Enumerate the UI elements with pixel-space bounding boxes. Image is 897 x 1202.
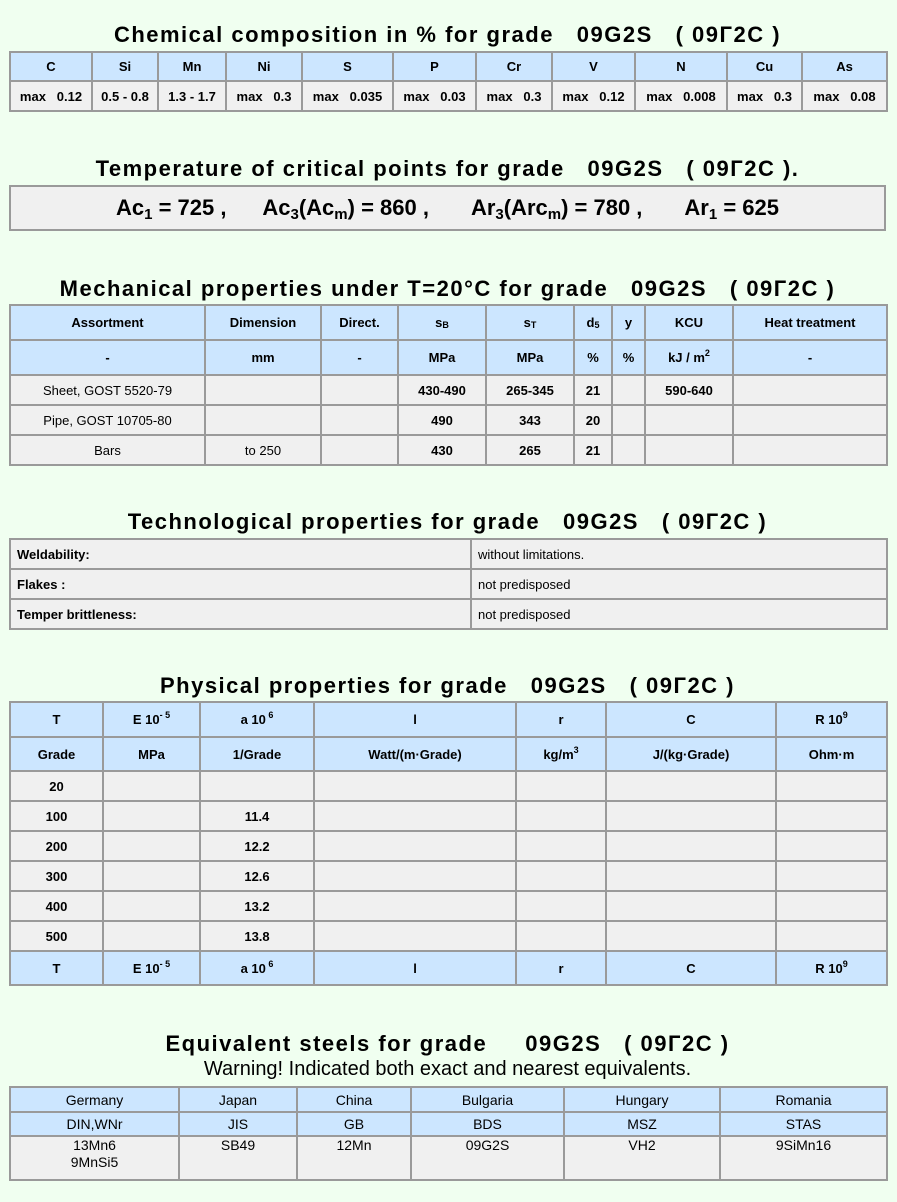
chemical-composition-title: Chemical composition in % for grade 09G2S ( 09Г2С )	[113, 22, 782, 47]
phys-header-row	[10, 702, 887, 737]
phys-cell	[103, 831, 200, 861]
mech-cell: 430	[398, 435, 486, 465]
mech-unit-cell: -	[321, 340, 398, 375]
phys-cell	[103, 801, 200, 831]
table-row	[10, 569, 887, 599]
technological-properties-table	[9, 538, 888, 630]
chem-header-cell: As	[802, 52, 887, 81]
phys-cell	[776, 771, 887, 801]
phys-cell	[314, 861, 516, 891]
phys-header-cell: C	[606, 702, 776, 737]
equiv-standard-cell: STAS	[720, 1112, 887, 1136]
phys-header-cell: T	[10, 702, 103, 737]
equivalent-steels-section	[9, 1031, 886, 1181]
table-row	[10, 861, 887, 891]
phys-cell	[606, 921, 776, 951]
phys-cell	[516, 801, 606, 831]
equiv-grade-row	[10, 1136, 887, 1180]
equiv-standard-cell: MSZ	[564, 1112, 720, 1136]
phys-unit-cell: $kg/m^3$	[516, 737, 606, 771]
chem-value-cell: max 0.12	[10, 81, 92, 111]
equiv-standard-cell: BDS	[411, 1112, 564, 1136]
mech-header-cell: d5	[574, 305, 612, 340]
chem-value-cell: max 0.03	[393, 81, 476, 111]
tech-label: Temper brittleness:	[10, 599, 471, 629]
mech-cell	[321, 375, 398, 405]
tech-label: Weldability:	[10, 539, 471, 569]
physical-properties-table	[9, 701, 888, 986]
phys-cell	[200, 771, 314, 801]
phys-cell: 500	[10, 921, 103, 951]
phys-cell	[103, 891, 200, 921]
equiv-standard-cell: GB	[297, 1112, 411, 1136]
mechanical-properties-table	[9, 304, 888, 466]
equiv-standard-cell: DIN,WNr	[10, 1112, 179, 1136]
chem-header-cell: V	[552, 52, 635, 81]
mech-unit-cell: kJ / $m^2$	[645, 340, 733, 375]
equiv-standard-cell: JIS	[179, 1112, 297, 1136]
phys-cell	[516, 861, 606, 891]
phys-footer-row	[10, 951, 887, 985]
chem-value-cell: max 0.3	[476, 81, 552, 111]
mech-unit-cell: mm	[205, 340, 321, 375]
phys-unit-cell: Grade	[10, 737, 103, 771]
critical-points-values: $Ac_1 = 725$ , $Ac_3(Ac_m) = 860$ , $Ar_3(Arc_m) = 780$ , $Ar_1 = 625$	[10, 186, 885, 230]
mech-cell: 20	[574, 405, 612, 435]
mech-header-cell: KCU	[645, 305, 733, 340]
mech-unit-cell: MPa	[486, 340, 574, 375]
equiv-country-cell: Germany	[10, 1087, 179, 1112]
tech-value: not predisposed	[471, 569, 887, 599]
table-row	[10, 771, 887, 801]
chem-header-cell: N	[635, 52, 727, 81]
chem-header-cell: S	[302, 52, 393, 81]
chem-value-cell: max 0.08	[802, 81, 887, 111]
mech-unit-cell: -	[10, 340, 205, 375]
chem-value-cell: 1.3 - 1.7	[158, 81, 226, 111]
mech-unit-cell: MPa	[398, 340, 486, 375]
chem-header-cell: Si	[92, 52, 158, 81]
mech-header-cell: Heat treatment	[733, 305, 887, 340]
equiv-grade-cell: VH2	[564, 1136, 720, 1180]
mech-cell: 590-640	[645, 375, 733, 405]
phys-cell	[516, 771, 606, 801]
phys-header-cell: a 10 $^6$	[200, 702, 314, 737]
mechanical-properties-title: Mechanical properties under T=20°C for grade 09G2S ( 09Г2С )	[59, 276, 836, 301]
phys-footer-cell: r	[516, 951, 606, 985]
chemical-composition-section	[9, 22, 886, 112]
phys-cell: 400	[10, 891, 103, 921]
equiv-country-row	[10, 1087, 887, 1112]
chem-value-cell: max 0.008	[635, 81, 727, 111]
mech-cell	[205, 375, 321, 405]
phys-footer-cell: l	[314, 951, 516, 985]
phys-header-cell: l	[314, 702, 516, 737]
table-row	[10, 599, 887, 629]
mech-header-cell: sB	[398, 305, 486, 340]
technological-properties-title: Technological properties for grade 09G2S ( 09Г2С )	[127, 509, 768, 534]
phys-cell	[606, 891, 776, 921]
mech-cell	[645, 405, 733, 435]
critical-points-section	[9, 156, 886, 231]
chem-value-cell: max 0.12	[552, 81, 635, 111]
chemical-composition-table	[9, 51, 888, 112]
physical-properties-title: Physical properties for grade 09G2S ( 09Г2С )	[159, 673, 736, 698]
table-row	[10, 435, 887, 465]
phys-cell: 20	[10, 771, 103, 801]
mech-header-cell: Dimension	[205, 305, 321, 340]
equiv-country-cell: Hungary	[564, 1087, 720, 1112]
phys-cell	[776, 891, 887, 921]
mech-header-cell: Assortment	[10, 305, 205, 340]
mech-cell: Pipe, GOST 10705-80	[10, 405, 205, 435]
phys-cell	[516, 831, 606, 861]
table-row	[10, 831, 887, 861]
phys-unit-cell: Watt/(m·Grade)	[314, 737, 516, 771]
mech-cell: Bars	[10, 435, 205, 465]
phys-cell	[314, 921, 516, 951]
phys-cell	[314, 801, 516, 831]
phys-footer-cell: T	[10, 951, 103, 985]
phys-cell	[516, 921, 606, 951]
physical-properties-section	[9, 673, 886, 986]
chem-header-cell: Ni	[226, 52, 302, 81]
chem-value-cell: max 0.035	[302, 81, 393, 111]
table-row	[10, 539, 887, 569]
table-row	[10, 891, 887, 921]
phys-cell	[606, 801, 776, 831]
equiv-country-cell: China	[297, 1087, 411, 1112]
phys-unit-row	[10, 737, 887, 771]
table-row	[10, 801, 887, 831]
mech-cell: 21	[574, 435, 612, 465]
mech-cell	[645, 435, 733, 465]
chem-value-cell: max 0.3	[727, 81, 802, 111]
phys-footer-cell: C	[606, 951, 776, 985]
critical-points-table	[9, 185, 886, 231]
mechanical-properties-section	[9, 276, 886, 466]
chem-value-cell: 0.5 - 0.8	[92, 81, 158, 111]
phys-footer-cell: R $10^9$	[776, 951, 887, 985]
mech-cell	[205, 405, 321, 435]
phys-header-cell: R $10^9$	[776, 702, 887, 737]
phys-cell: 13.2	[200, 891, 314, 921]
table-row	[10, 375, 887, 405]
tech-value: without limitations.	[471, 539, 887, 569]
mech-header-cell: sT	[486, 305, 574, 340]
equiv-country-cell: Japan	[179, 1087, 297, 1112]
phys-footer-cell: a 10 $^6$	[200, 951, 314, 985]
equiv-standard-row	[10, 1112, 887, 1136]
mech-header-cell: Direct.	[321, 305, 398, 340]
phys-header-cell: r	[516, 702, 606, 737]
equivalent-warning: Warning! Indicated both exact and nearest equivalents.	[203, 1058, 692, 1080]
equivalent-steels-title: Equivalent steels for grade 09G2S ( 09Г2С )	[165, 1031, 730, 1056]
table-row	[10, 405, 887, 435]
chem-header-cell: Cr	[476, 52, 552, 81]
mech-header-row	[10, 305, 887, 340]
phys-cell	[606, 771, 776, 801]
chem-header-row	[10, 52, 887, 81]
mech-cell	[733, 405, 887, 435]
mech-cell: to 250	[205, 435, 321, 465]
phys-header-cell: E $10^{- 5}$	[103, 702, 200, 737]
critical-points-title: Temperature of critical points for grade 09G2S ( 09Г2С ).	[95, 156, 800, 181]
mech-cell	[612, 435, 645, 465]
mech-cell: 490	[398, 405, 486, 435]
equiv-grade-cell: 13Mn6 9MnSi5	[10, 1136, 179, 1180]
mech-cell	[321, 435, 398, 465]
mech-unit-cell: -	[733, 340, 887, 375]
phys-unit-cell: MPa	[103, 737, 200, 771]
mech-cell: 265-345	[486, 375, 574, 405]
phys-cell	[314, 831, 516, 861]
mech-unit-cell: %	[574, 340, 612, 375]
equiv-country-cell: Bulgaria	[411, 1087, 564, 1112]
phys-cell: 300	[10, 861, 103, 891]
chem-header-cell: Cu	[727, 52, 802, 81]
phys-footer-cell: E $10^{- 5}$	[103, 951, 200, 985]
phys-unit-cell: 1/Grade	[200, 737, 314, 771]
equiv-grade-cell: 9SiMn16	[720, 1136, 887, 1180]
phys-cell	[776, 921, 887, 951]
chem-header-cell: P	[393, 52, 476, 81]
phys-cell: 100	[10, 801, 103, 831]
phys-cell	[103, 921, 200, 951]
equiv-country-cell: Romania	[720, 1087, 887, 1112]
phys-unit-cell: J/(kg·Grade)	[606, 737, 776, 771]
phys-cell	[776, 831, 887, 861]
mech-cell: 343	[486, 405, 574, 435]
mech-cell: 265	[486, 435, 574, 465]
mech-cell	[612, 405, 645, 435]
tech-value: not predisposed	[471, 599, 887, 629]
equivalent-steels-table	[9, 1086, 888, 1181]
mech-cell	[321, 405, 398, 435]
tech-label: Flakes :	[10, 569, 471, 599]
mech-unit-cell: %	[612, 340, 645, 375]
phys-cell	[606, 831, 776, 861]
equiv-grade-cell: 12Mn	[297, 1136, 411, 1180]
phys-cell: 11.4	[200, 801, 314, 831]
phys-unit-cell: Ohm·m	[776, 737, 887, 771]
equiv-grade-cell: SB49	[179, 1136, 297, 1180]
phys-cell: 13.8	[200, 921, 314, 951]
mech-cell	[733, 375, 887, 405]
phys-cell	[776, 861, 887, 891]
phys-cell	[103, 771, 200, 801]
chem-value-row	[10, 81, 887, 111]
mech-header-cell: y	[612, 305, 645, 340]
chem-header-cell: C	[10, 52, 92, 81]
phys-cell	[516, 891, 606, 921]
mech-unit-row	[10, 340, 887, 375]
chem-value-cell: max 0.3	[226, 81, 302, 111]
chem-header-cell: Mn	[158, 52, 226, 81]
phys-cell	[776, 801, 887, 831]
mech-cell	[612, 375, 645, 405]
mech-cell	[733, 435, 887, 465]
phys-cell: 200	[10, 831, 103, 861]
technological-properties-section	[9, 509, 886, 630]
mech-cell: Sheet, GOST 5520-79	[10, 375, 205, 405]
equiv-grade-cell: 09G2S	[411, 1136, 564, 1180]
phys-cell	[314, 771, 516, 801]
table-row	[10, 921, 887, 951]
phys-cell: 12.2	[200, 831, 314, 861]
phys-cell	[103, 861, 200, 891]
mech-cell: 430-490	[398, 375, 486, 405]
phys-cell	[606, 861, 776, 891]
phys-cell: 12.6	[200, 861, 314, 891]
mech-cell: 21	[574, 375, 612, 405]
phys-cell	[314, 891, 516, 921]
